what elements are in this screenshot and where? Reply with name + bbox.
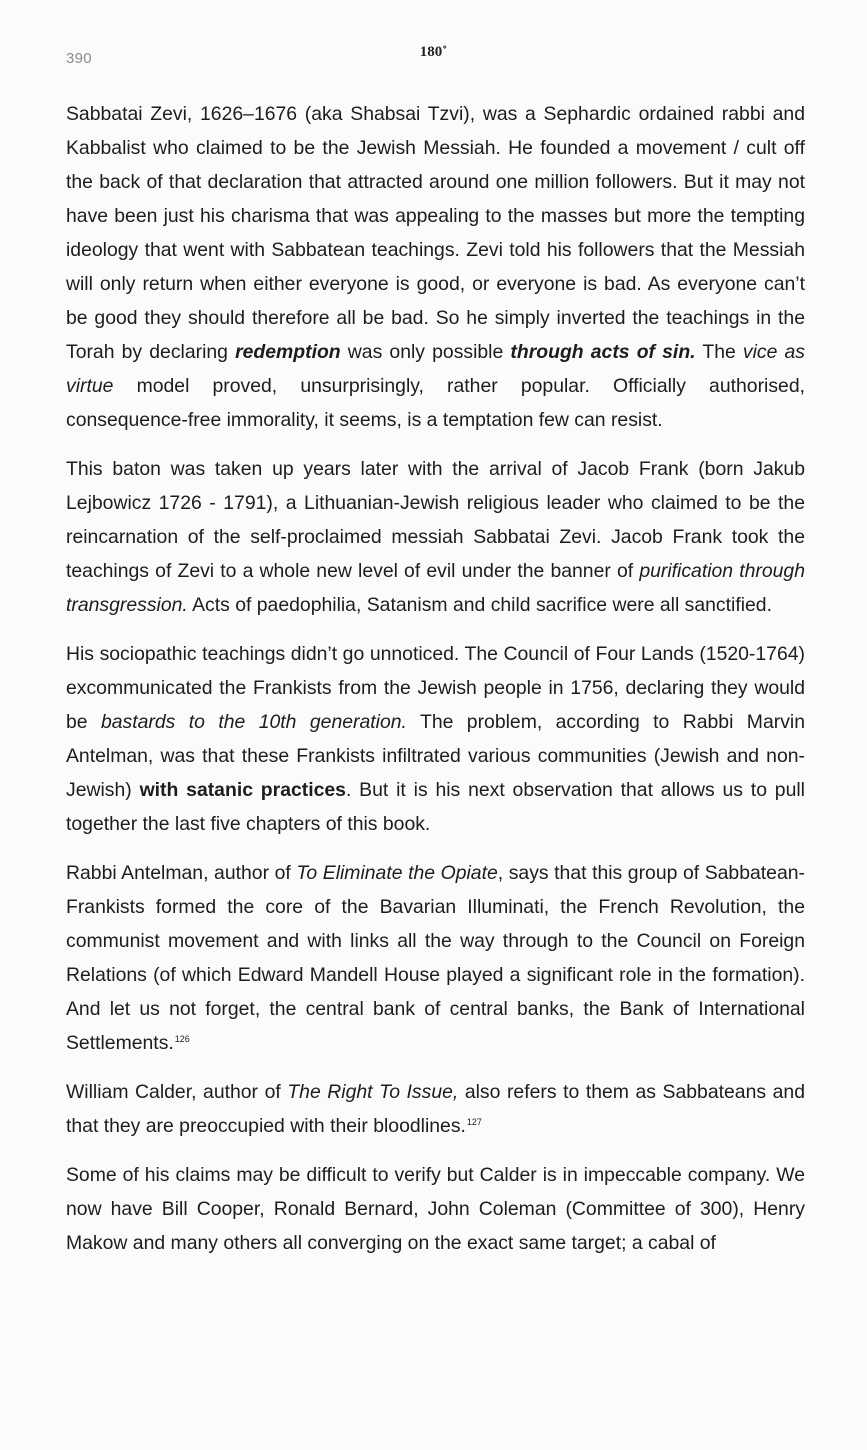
bold-italic-text: redemption — [235, 341, 341, 363]
text-run: also refers to them as Sabbateans and that they are preoccupied with their bloodlines. — [66, 1081, 805, 1137]
text-run: This baton was taken up years later with the arrival of Jacob Frank (born Jakub Lejbowicz 1726 - 1791), a Lithuanian-Jewish religious leader who claimed to be the reincarnation of the self-proclaimed messiah Sabbatai Zevi. Jacob Frank took the teachings of Zevi to a whole new level of evil under the banner of — [66, 458, 805, 582]
italic-text: vice as virtue — [66, 341, 806, 397]
italic-text: To Eliminate the Opiate — [296, 862, 498, 884]
bold-text: with satanic practices — [139, 779, 346, 801]
text-run: was only possible — [340, 341, 511, 363]
paragraph — [66, 1158, 805, 1260]
bold-italic-text: through acts of sin. — [510, 341, 696, 363]
text-run: model proved, unsurprisingly, rather popular. Officially authorised, consequence-free immorality, it seems, is a temptation few can resist. — [66, 375, 805, 431]
text-run: The problem, according to Rabbi Marvin Antelman, was that these Frankists infiltrated various communities (Jewish and non-Jewish) — [66, 711, 805, 801]
running-header-title: 180˚ — [419, 44, 448, 60]
text-run: . But it is his next observation that allows us to pull together the last five chapters of this book. — [66, 779, 805, 835]
page-number: 390 — [66, 50, 92, 67]
paragraph — [66, 637, 805, 841]
text-run: Acts of paedophilia, Satanism and child sacrifice were all sanctified. — [187, 594, 772, 616]
text-run: Sabbatai Zevi, 1626–1676 (aka Shabsai Tzvi), was a Sephardic ordained rabbi and Kabbalist who claimed to be the Jewish Messiah. He founded a movement / cult off the back of that declaration that attracted around one million followers. But it may not have been just his charisma that was appealing to the masses but more the tempting ideology that went with Sabbatean teachings. Zevi told his followers that the Messiah will only return when either everyone is good, or everyone is bad. As everyone can’t be good they should therefore all be bad. So he simply inverted the teachings in the Torah by declaring — [66, 103, 805, 363]
footnote-marker: 126 — [174, 1033, 190, 1044]
text-run: The — [695, 341, 743, 363]
text-run: William Calder, author of — [66, 1081, 288, 1103]
text-run: Rabbi Antelman, author of — [66, 862, 297, 884]
paragraph — [66, 452, 805, 622]
paragraph — [66, 1075, 805, 1143]
footnote-marker: 127 — [466, 1116, 482, 1127]
italic-text: bastards to the 10th generation. — [100, 711, 407, 733]
text-run: His sociopathic teachings didn’t go unnoticed. The Council of Four Lands (1520-1764) excommunicated the Frankists from the Jewish people in 1756, declaring they would be — [66, 643, 805, 733]
paragraph — [66, 97, 805, 437]
text-run: Some of his claims may be difficult to verify but Calder is in impeccable company. We now have Bill Cooper, Ronald Bernard, John Coleman (Committee of 300), Henry Makow and many others all converging on the exact same target; a cabal of — [66, 1164, 805, 1254]
italic-text: The Right To Issue, — [287, 1081, 459, 1103]
paragraph — [66, 856, 805, 1060]
italic-text: purification through transgression. — [66, 560, 805, 616]
body-text — [66, 97, 805, 1275]
text-run: , says that this group of Sabbatean-Frankists formed the core of the Bavarian Illuminati, the French Revolution, the communist movement and with links all the way through to the Council on Foreign Relations (of which Edward Mandell House played a significant role in the formation). And let us not forget, the central bank of central banks, the Bank of International Settlements. — [66, 862, 805, 1054]
